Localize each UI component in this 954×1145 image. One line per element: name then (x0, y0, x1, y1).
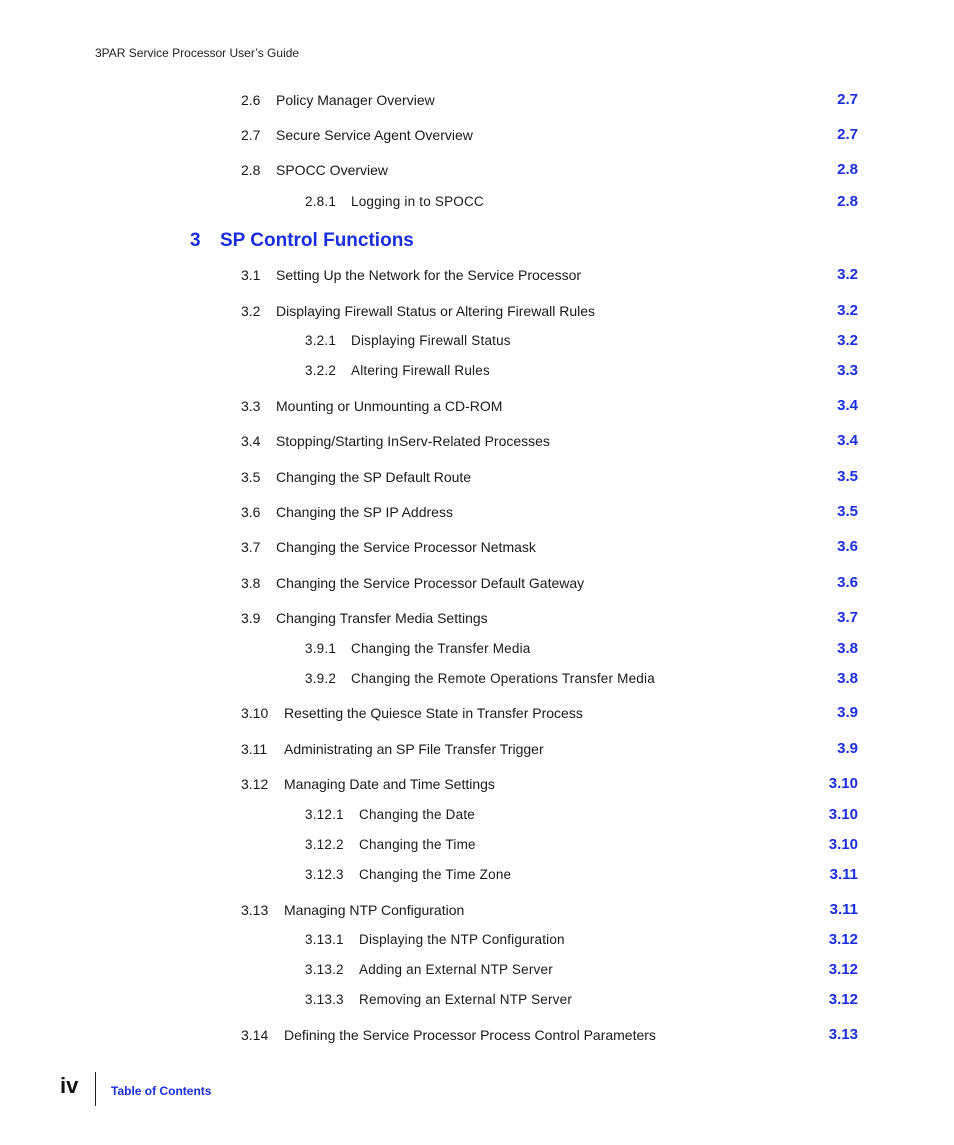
toc-entry-3-2-2[interactable] (0, 359, 954, 383)
toc-entry-3-8[interactable] (0, 571, 954, 595)
toc-entry-title: Changing the Transfer Media (351, 641, 531, 656)
toc-entry-page-link[interactable]: 3.12 (828, 931, 858, 948)
toc-entry-3-12-1[interactable] (0, 803, 954, 827)
toc-entry-3-13-2[interactable] (0, 958, 954, 982)
toc-entry-number: 3.2.1 (305, 333, 337, 348)
toc-entry-number: 3.11 (241, 741, 268, 757)
toc-entry-page-link[interactable]: 3.8 (837, 670, 858, 687)
toc-entry-page-link[interactable]: 3.2 (837, 332, 858, 349)
toc-entry-number: 3.9.2 (305, 671, 337, 686)
toc-entry-page-link[interactable]: 3.5 (837, 503, 858, 520)
toc-entry-page-link[interactable]: 3.3 (837, 362, 858, 379)
toc-entry-number: 3.8 (241, 575, 261, 591)
toc-entry-3-12-2[interactable] (0, 833, 954, 857)
toc-entry-title: Altering Firewall Rules (351, 363, 490, 378)
toc-entry-number: 2.7 (241, 127, 261, 143)
toc-entry-3-7[interactable] (0, 535, 954, 559)
toc-entry-title: Managing NTP Configuration (284, 902, 465, 918)
toc-entry-page-link[interactable]: 3.9 (837, 740, 858, 757)
toc-entry-number: 3.13 (241, 902, 269, 918)
toc-entry-3-11[interactable] (0, 737, 954, 761)
toc-entry-number: 3.10 (241, 705, 269, 721)
toc-entry-page-link[interactable]: 3.2 (837, 266, 858, 283)
toc-entry-3-2-1[interactable] (0, 329, 954, 353)
toc-entry-title: Changing the Time (359, 837, 476, 852)
toc-entry-title: Policy Manager Overview (276, 92, 435, 108)
toc-entry-title: SPOCC Overview (276, 162, 389, 178)
toc-entry-number: 2.8 (241, 162, 261, 178)
toc-entry-3-10[interactable] (0, 701, 954, 725)
toc-entry-3-9[interactable] (0, 606, 954, 630)
toc-entry-title: Changing the Service Processor Default Gateway (276, 575, 585, 591)
toc-entry-number: 3.12.2 (305, 837, 344, 852)
toc-entry-page-link[interactable]: 3.9 (837, 704, 858, 721)
toc-entry-3-6[interactable] (0, 500, 954, 524)
footer-divider (95, 1072, 96, 1106)
toc-entry-page-link[interactable]: 2.7 (837, 91, 858, 108)
toc-entry-3-12[interactable] (0, 772, 954, 796)
toc-entry-page-link[interactable]: 3.11 (829, 866, 858, 883)
toc-entry-title: Changing Transfer Media Settings (276, 610, 488, 626)
toc-entry-title: Changing the Time Zone (359, 867, 512, 882)
toc-entry-number: 3.12.1 (305, 807, 344, 822)
toc-entry-page-link[interactable]: 3.2 (837, 302, 858, 319)
toc-entry-number: 3.3 (241, 398, 261, 414)
toc-entry-number: 2.8.1 (305, 194, 337, 209)
toc-entry-3-12-3[interactable] (0, 863, 954, 887)
toc-entry-number: 3.1 (241, 267, 261, 283)
toc-entry-title: Stopping/Starting InServ-Related Processes (276, 433, 550, 449)
page-number: iv (60, 1073, 79, 1098)
toc-entry-3-4[interactable] (0, 429, 954, 453)
toc-entry-3-13-3[interactable] (0, 988, 954, 1012)
toc-entry-number: 3.12.3 (305, 867, 344, 882)
toc-entry-page-link[interactable]: 2.8 (837, 161, 858, 178)
toc-entry-page-link[interactable]: 3.10 (828, 836, 858, 853)
toc-entry-3-9-1[interactable] (0, 637, 954, 661)
toc-entry-title: Mounting or Unmounting a CD-ROM (276, 398, 503, 414)
toc-entry-title: Resetting the Quiesce State in Transfer Process (284, 705, 583, 721)
toc-entry-number: 3.9 (241, 610, 261, 626)
chapter-number: 3 (190, 230, 201, 251)
toc-entry-2-7[interactable] (0, 123, 954, 147)
toc-entry-title: Administrating an SP File Transfer Trigger (284, 741, 544, 757)
toc-entry-page-link[interactable]: 3.6 (837, 574, 858, 591)
toc-entry-number: 3.5 (241, 469, 261, 485)
toc-entry-title: Defining the Service Processor Process Control Parameters (284, 1027, 656, 1043)
toc-entry-page-link[interactable]: 3.10 (828, 806, 858, 823)
toc-entry-number: 3.2 (241, 303, 261, 319)
toc-entry-title: Adding an External NTP Server (359, 962, 553, 977)
toc-entry-page-link[interactable]: 3.12 (828, 991, 858, 1008)
chapter-heading[interactable] (0, 226, 954, 256)
toc-entry-title: Displaying Firewall Status or Altering Firewall Rules (276, 303, 596, 319)
toc-entry-title: Logging in to SPOCC (351, 194, 484, 209)
toc-entry-3-14[interactable] (0, 1023, 954, 1047)
toc-entry-title: Changing the SP IP Address (276, 504, 453, 520)
toc-entry-number: 3.6 (241, 504, 261, 520)
toc-entry-title: Changing the SP Default Route (276, 469, 472, 485)
toc-entry-title: Secure Service Agent Overview (276, 127, 473, 143)
toc-entry-title: Changing the Date (359, 807, 475, 822)
toc-entry-3-1[interactable] (0, 263, 954, 287)
chapter-title: SP Control Functions (220, 230, 414, 251)
toc-entry-page-link[interactable]: 3.8 (837, 640, 858, 657)
toc-entry-title: Displaying the NTP Configuration (359, 932, 565, 947)
toc-entry-page-link[interactable]: 3.10 (828, 775, 858, 792)
toc-entry-page-link[interactable]: 2.8 (837, 193, 858, 210)
toc-entry-number: 2.6 (241, 92, 261, 108)
toc-entry-3-13[interactable] (0, 898, 954, 922)
toc-entry-number: 3.12 (241, 776, 269, 792)
toc-entry-page-link[interactable]: 2.7 (837, 126, 858, 143)
toc-entry-3-5[interactable] (0, 465, 954, 489)
toc-entry-page-link[interactable]: 3.4 (837, 397, 858, 414)
toc-entry-3-9-2[interactable] (0, 667, 954, 691)
toc-entry-3-3[interactable] (0, 394, 954, 418)
toc-entry-3-2[interactable] (0, 299, 954, 323)
footer-section-label: Table of Contents (111, 1084, 212, 1098)
toc-entry-number: 3.13.1 (305, 932, 344, 947)
toc-entry-title: Removing an External NTP Server (359, 992, 573, 1007)
toc-entry-title: Managing Date and Time Settings (284, 776, 495, 792)
running-header: 3PAR Service Processor User’s Guide (95, 46, 300, 60)
toc-entry-number: 3.13.3 (305, 992, 344, 1007)
toc-entry-title: Setting Up the Network for the Service Processor (276, 267, 582, 283)
toc-entry-3-13-1[interactable] (0, 928, 954, 952)
toc-entry-page-link[interactable]: 3.7 (837, 609, 858, 626)
toc-entry-number: 3.4 (241, 433, 261, 449)
toc-entry-page-link[interactable]: 3.12 (828, 961, 858, 978)
toc-entry-page-link[interactable]: 3.11 (829, 901, 858, 918)
toc-entry-number: 3.7 (241, 539, 261, 555)
toc-entry-number: 3.14 (241, 1027, 269, 1043)
toc-entry-page-link[interactable]: 3.6 (837, 538, 858, 555)
toc-entry-page-link[interactable]: 3.13 (828, 1026, 858, 1043)
toc-entry-number: 3.2.2 (305, 363, 337, 378)
toc-entry-2-8-1[interactable] (0, 190, 954, 214)
toc-entry-2-8[interactable] (0, 158, 954, 182)
toc-entry-title: Displaying Firewall Status (351, 333, 511, 348)
toc-entry-number: 3.9.1 (305, 641, 337, 656)
toc-entry-number: 3.13.2 (305, 962, 344, 977)
toc-entry-page-link[interactable]: 3.5 (837, 468, 858, 485)
toc-entry-title: Changing the Service Processor Netmask (276, 539, 536, 555)
toc-entry-page-link[interactable]: 3.4 (837, 432, 858, 449)
toc-entry-2-6[interactable] (0, 88, 954, 112)
toc-entry-title: Changing the Remote Operations Transfer Media (351, 671, 655, 686)
